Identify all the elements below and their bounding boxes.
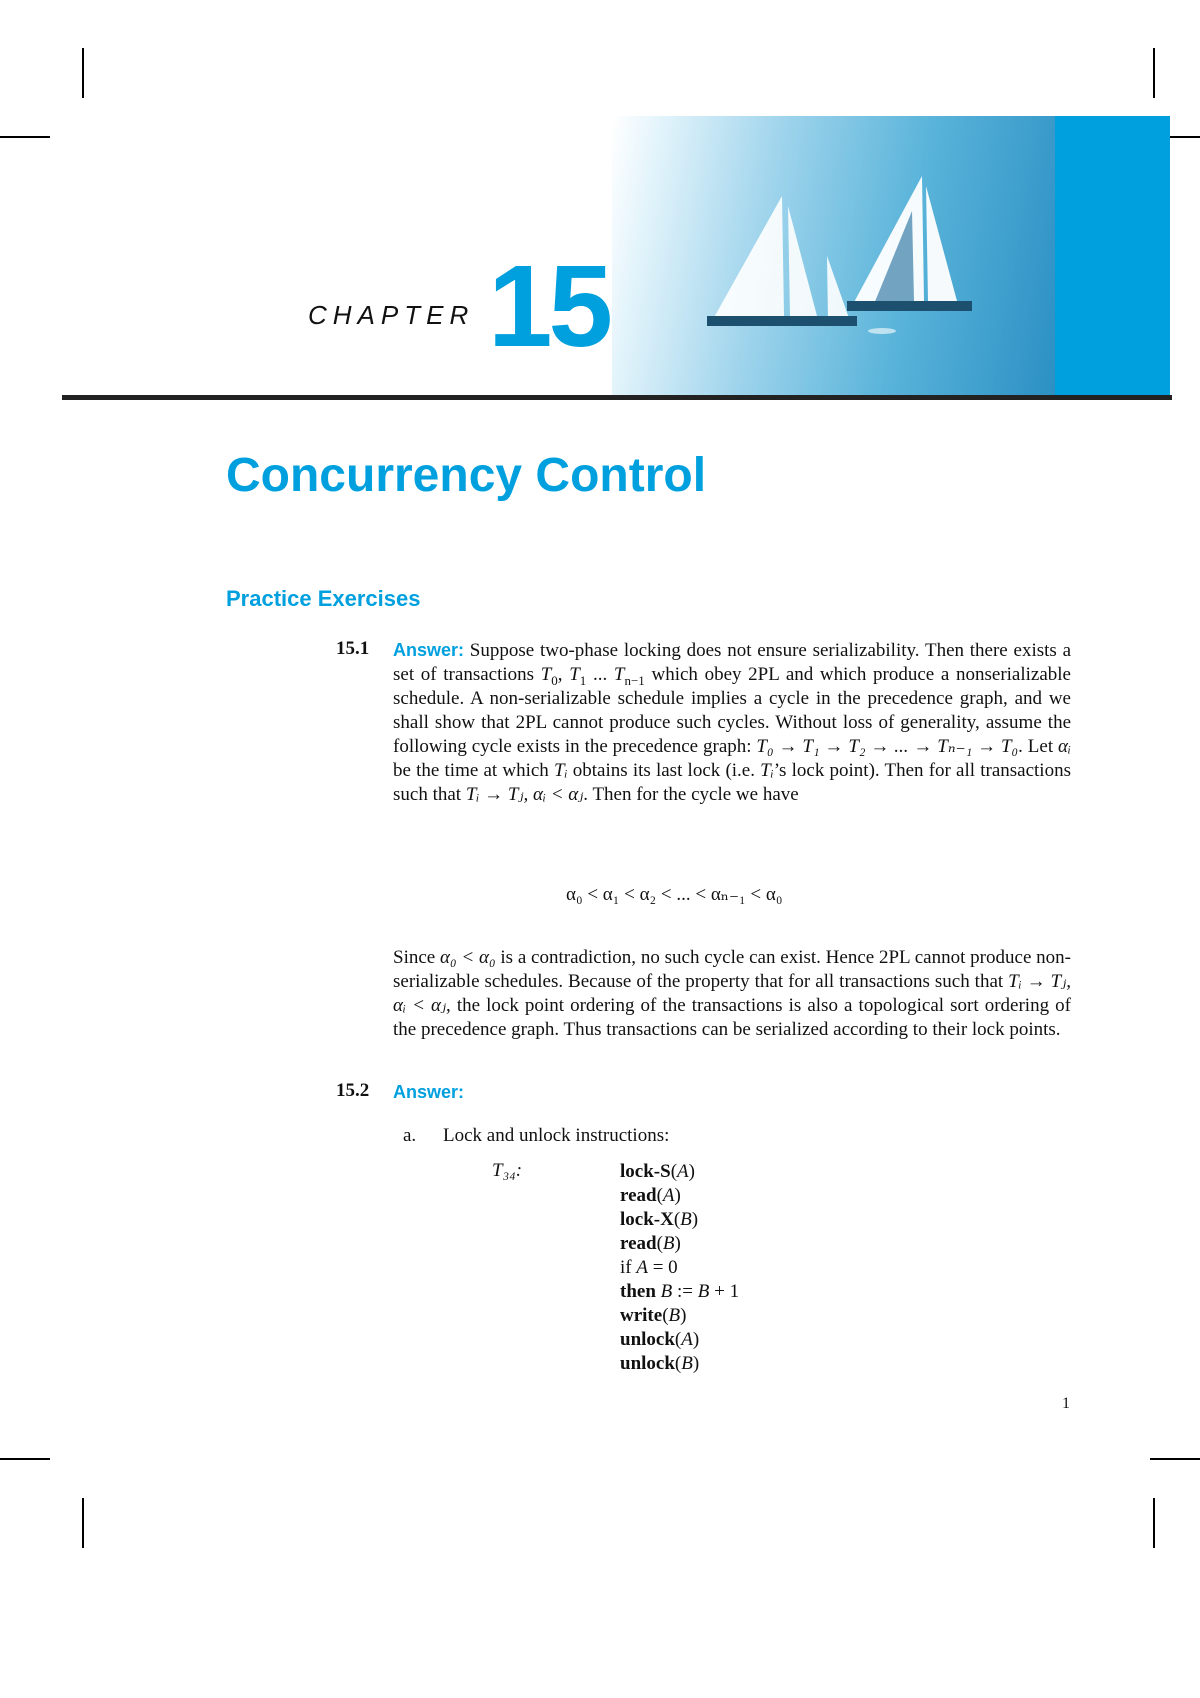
section-title: Practice Exercises	[226, 586, 421, 611]
list-item-text: Lock and unlock instructions:	[443, 1125, 670, 1146]
code-line: write(B)	[620, 1305, 687, 1326]
crop-mark-bottom-left-h	[0, 1458, 50, 1460]
crop-mark-top-left	[82, 48, 84, 98]
crop-mark-bottom-right-h	[1150, 1458, 1200, 1460]
code-line: unlock(A)	[620, 1329, 700, 1350]
chapter-label: CHAPTER	[308, 300, 475, 330]
code-line: unlock(B)	[620, 1353, 700, 1374]
inequality-chain: α₀ < α₁ < α₂ < ... < αₙ₋₁ < α₀	[566, 884, 783, 905]
transaction-name: T₃₄:	[492, 1160, 523, 1181]
answer-label: Answer:	[393, 640, 465, 660]
chapter-number: 15	[488, 241, 610, 371]
code-line: read(B)	[620, 1233, 681, 1254]
answer-label: Answer:	[393, 1082, 465, 1102]
exercise-answer-paragraph: Answer: Suppose two-phase locking does not ensure serializability. Then there exists a set of transactions $T_0$, $T_1$ ... $T_{n-1}$ which obey 2PL and which produce a nonserializable schedule. A non-serializable schedule implies a cycle in the precedence graph, and we shall show that 2PL cannot produce such cycles. Without loss of generality, assume the following cycle exists in the precedence graph: T₀ → T₁ → T₂ → ... → Tₙ₋₁ → T₀. Let αᵢ be the time at which Tᵢ obtains its last lock (i.e. Tᵢ’s lock point). Then for all transactions such that Tᵢ → Tⱼ, αᵢ < αⱼ. Then for the cycle we have	[393, 640, 1072, 805]
chapter-title: Concurrency Control	[226, 449, 707, 502]
code-line: lock-X(B)	[620, 1209, 699, 1230]
list-item-marker: a.	[403, 1125, 417, 1146]
exercise-number: 15.1	[336, 638, 370, 659]
code-line: read(A)	[620, 1185, 681, 1206]
chapter-color-block	[1055, 116, 1170, 399]
exercise-conclusion-paragraph: Since α₀ < α₀ is a contradiction, no such cycle can exist. Hence 2PL cannot produce non-serializable schedules. Because of the property that for all transactions such that Tᵢ → Tⱼ, αᵢ < αⱼ, the lock point ordering of the transactions is also a topological sort ordering of the precedence graph. Thus transactions can be serialized according to their lock points.	[393, 947, 1072, 1040]
code-line: if A = 0	[620, 1257, 678, 1278]
exercise-answer-heading	[393, 1080, 1071, 1105]
crop-mark-top-left-h	[0, 136, 50, 138]
code-line: then B := B + 1	[620, 1281, 740, 1302]
page-number: 1	[1062, 1395, 1070, 1412]
code-line: lock-S(A)	[620, 1161, 695, 1182]
crop-mark-bottom-right	[1153, 1498, 1155, 1548]
exercise-number: 15.2	[336, 1080, 370, 1101]
header-rule	[62, 395, 1172, 400]
crop-mark-top-right	[1153, 48, 1155, 98]
lock-instruction-list	[620, 1160, 739, 1376]
sailboats-photo	[612, 116, 1055, 395]
crop-mark-bottom-left	[82, 1498, 84, 1548]
